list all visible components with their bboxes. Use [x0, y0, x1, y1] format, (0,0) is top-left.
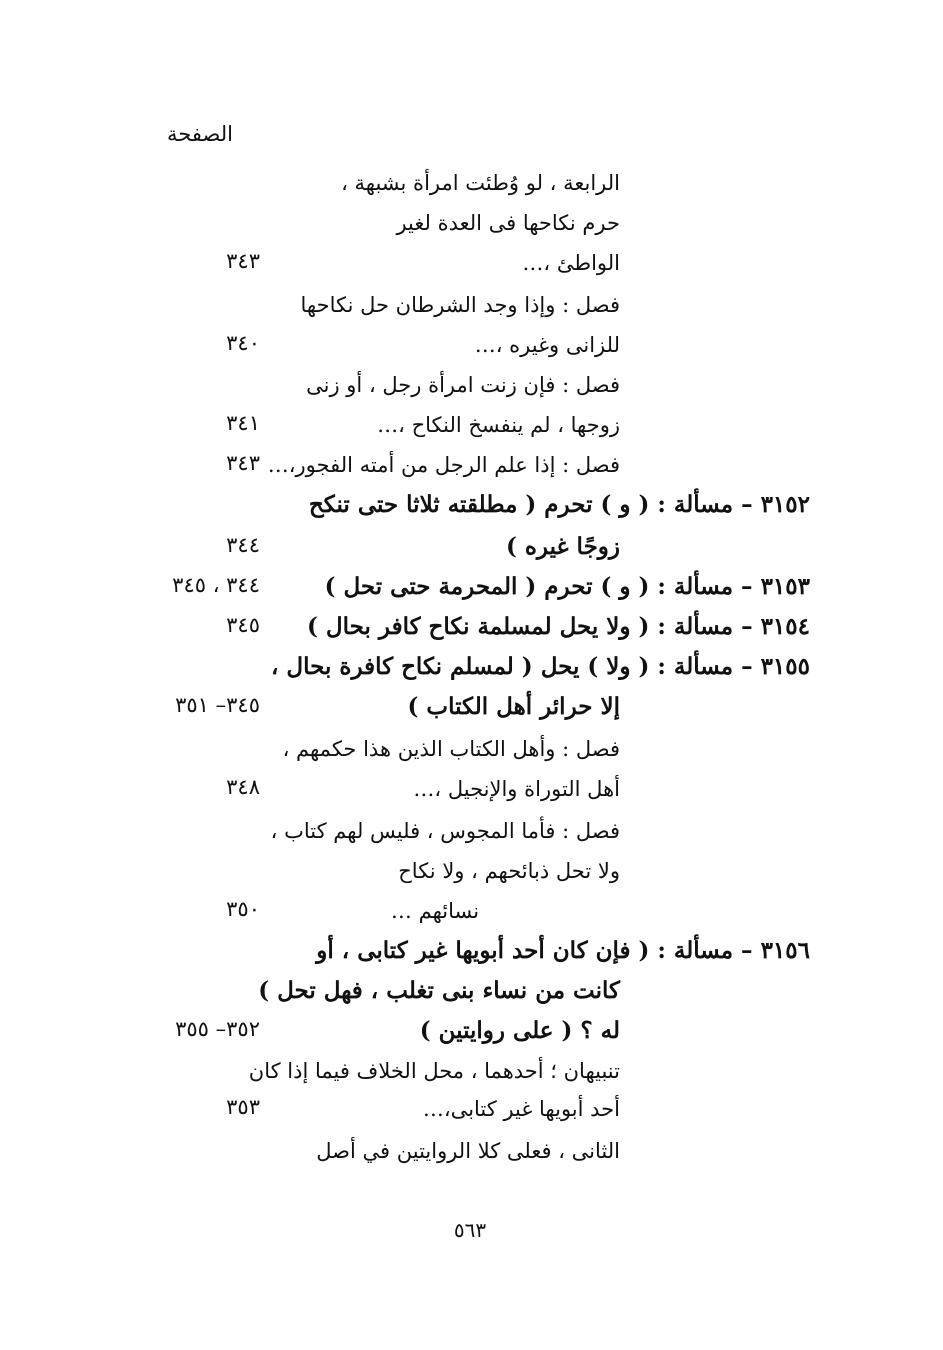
issue-entry: إلا حرائر أهل الكتاب ) [407, 693, 620, 720]
page-number: ٣٤٨ [226, 775, 260, 799]
index-line: أهل التوراة والإنجيل ،… [413, 777, 620, 801]
issue-entry: ٣١٥٦ – مسألة : ( فإن كان أحد أبويها غير كتابى ، أو [316, 937, 810, 964]
page-number: ٣٤٥ [226, 613, 260, 637]
issue-entry: كانت من نساء بنى تغلب ، فهل تحل ) [258, 977, 620, 1004]
page-number: ٣٤١ [226, 411, 260, 435]
index-line: أحد أبويها غير كتابى،… [422, 1097, 620, 1121]
index-line: فصل : إذا علم الرجل من أمته الفجور،… [267, 453, 620, 477]
issue-entry: زوجًا غيره ) [505, 533, 620, 560]
page-number: ٣٤٣ [226, 249, 260, 273]
index-line: الرابعة ، لو وُطئت امرأة بشبهة ، [341, 171, 620, 195]
issue-entry: ٣١٥٢ – مسألة : ( و ) تحرم ( مطلقته ثلاثا حتى تنكح [308, 491, 810, 518]
index-line: للزانى وغيره ،… [474, 333, 620, 357]
page-number: ٣٤٤ ، ٣٤٥ [172, 573, 260, 597]
index-line: فصل : فإن زنت امرأة رجل ، أو زنى [306, 373, 620, 397]
index-line: فصل : وأهل الكتاب الذين هذا حكمهم ، [282, 737, 620, 761]
index-line: فصل : وإذا وجد الشرطان حل نكاحها [300, 293, 620, 317]
page-number: ٣٤٥– ٣٥١ [175, 693, 260, 717]
page-column-header: الصفحة [167, 122, 233, 146]
issue-entry: له ؟ ( على روايتين ) [419, 1017, 620, 1044]
index-line: تنبيهان ؛ أحدهما ، محل الخلاف فيما إذا كان [248, 1059, 620, 1083]
page-number: ٣٥٣ [226, 1095, 260, 1119]
index-line: الواطئ ،… [522, 251, 620, 275]
page-number: ٣٤٠ [226, 331, 260, 355]
index-line: ولا تحل ذبائحهم ، ولا نكاح [398, 859, 620, 883]
issue-entry: ٣١٥٥ – مسألة : ( ولا ) يحل ( لمسلم نكاح كافرة بحال ، [270, 653, 810, 680]
index-line: حرم نكاحها فى العدة لغير [396, 211, 620, 235]
page-footer-number: ٥٦٣ [453, 1218, 487, 1242]
page-number: ٣٥٠ [226, 897, 260, 921]
page-number: ٣٥٢– ٣٥٥ [175, 1017, 260, 1041]
page-number: ٣٤٤ [226, 533, 260, 557]
index-line: نسائهم … [390, 899, 480, 923]
index-line: زوجها ، لم ينفسخ النكاح ،… [377, 413, 620, 437]
issue-entry: ٣١٥٣ – مسألة : ( و ) تحرم ( المحرمة حتى تحل ) [324, 573, 810, 600]
index-line: فصل : فأما المجوس ، فليس لهم كتاب ، [270, 819, 620, 843]
index-line: الثانى ، فعلى كلا الروايتين في أصل [316, 1139, 620, 1163]
page-number: ٣٤٣ [226, 451, 260, 475]
issue-entry: ٣١٥٤ – مسألة : ( ولا يحل لمسلمة نكاح كافر بحال ) [307, 613, 810, 640]
